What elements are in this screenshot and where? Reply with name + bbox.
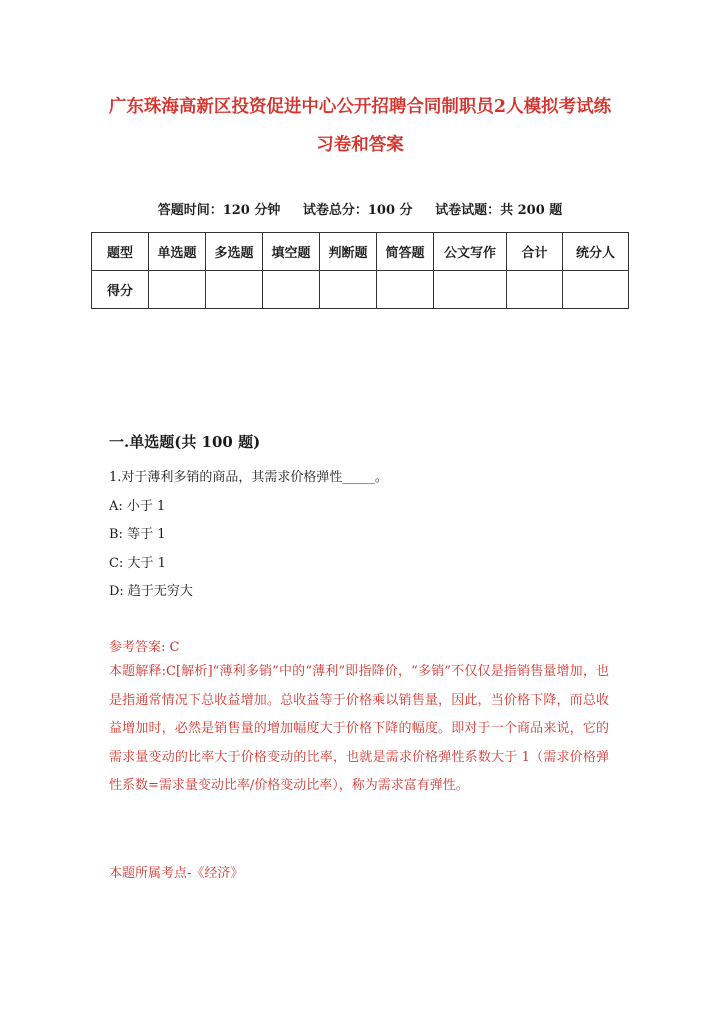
exam-time: 答题时间：120 分钟: [157, 203, 281, 218]
header-cell: 合计: [507, 233, 563, 271]
topic-point: 本题所属考点-《经济》: [109, 866, 244, 881]
exam-total-score: 试卷总分：100 分: [302, 203, 413, 218]
header-cell: 单选题: [149, 233, 206, 271]
score-cell: [507, 271, 563, 309]
title-line-2: 习卷和答案: [316, 135, 404, 155]
score-cell: [377, 271, 434, 309]
header-cell: 判断题: [320, 233, 377, 271]
option-d: D: 趋于无穷大: [109, 584, 193, 599]
option-b: B: 等于 1: [109, 527, 166, 542]
reference-answer: 参考答案: C: [109, 640, 180, 655]
row-label-cell: 得分: [92, 271, 149, 309]
score-table-score-row: [92, 271, 629, 309]
header-cell: 公文写作: [434, 233, 507, 271]
question-stem: 1.对于薄利多销的商品，其需求价格弹性_____。: [109, 470, 388, 485]
exam-meta: [90, 199, 630, 218]
answer-explanation: 本题解释:C[解析]“薄利多销”中的“薄利”即指降价，“多销”不仅仅是指销售量增加，也是指通常情况下总收益增加。总收益等于价格乘以销售量，因此，当价格下降，而总收益增加时，必然是销售量的增加幅度大于价格下降的幅度。即对于一个商品来说，它的需求量变动的比率大于价格变动的比率，也就是需求价格弹性系数大于 1（需求价格弹性系数=需求量变动比率/价格变动比率），称为需求富有弹性。: [109, 664, 609, 793]
header-cell: 统分人: [563, 233, 629, 271]
score-cell: [563, 271, 629, 309]
header-cell: 简答题: [377, 233, 434, 271]
score-cell: [263, 271, 320, 309]
exam-question-count: 试卷试题：共 200 题: [435, 203, 563, 218]
option-a: A: 小于 1: [109, 499, 166, 514]
score-table-header-row: [92, 233, 629, 271]
header-cell: 填空题: [263, 233, 320, 271]
option-c: C: 大于 1: [109, 556, 166, 571]
score-cell: [320, 271, 377, 309]
score-cell: [149, 271, 206, 309]
section-title: 一.单选题(共 100 题): [109, 433, 261, 451]
title-line-1: 广东珠海高新区投资促进中心公开招聘合同制职员2人模拟考试练: [108, 97, 612, 117]
header-cell: 题型: [92, 233, 149, 271]
document-title: [90, 88, 630, 164]
score-cell: [434, 271, 507, 309]
score-table: [91, 232, 629, 309]
score-cell: [206, 271, 263, 309]
header-cell: 多选题: [206, 233, 263, 271]
